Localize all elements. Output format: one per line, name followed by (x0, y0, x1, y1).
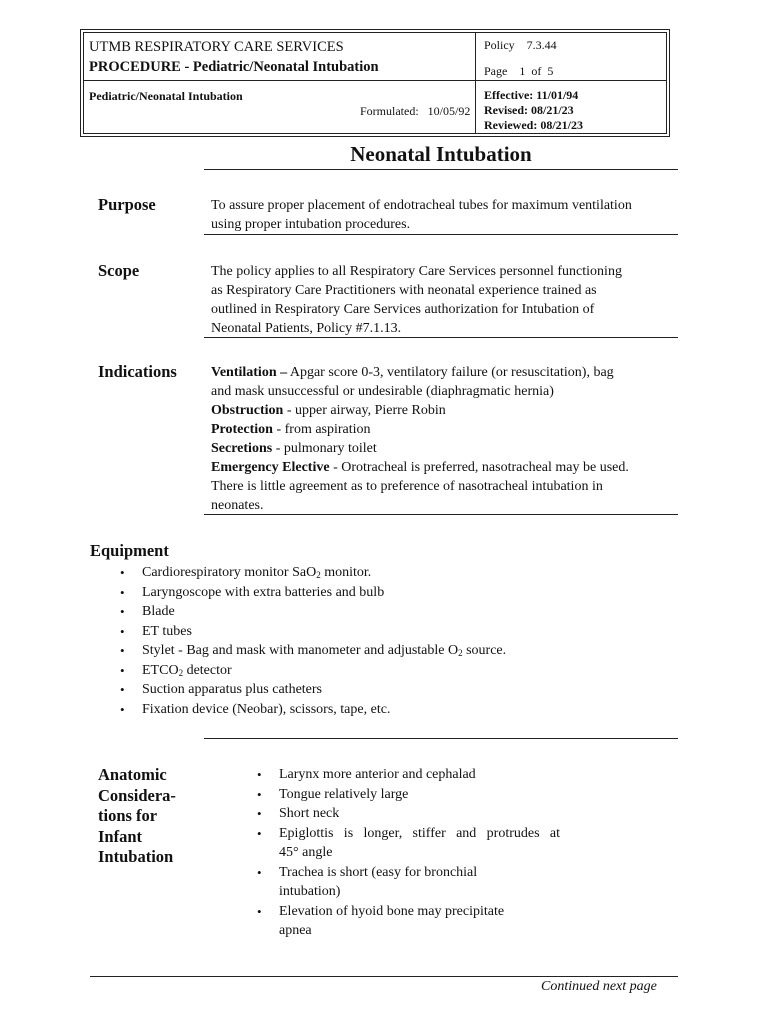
purpose-label: Purpose (98, 195, 156, 214)
equipment-list (118, 563, 638, 719)
header-subtitle: Pediatric/Neonatal Intubation (89, 89, 243, 103)
equipment-rule (204, 738, 678, 739)
list-item: • $ETCO_2$ detector (120, 662, 232, 678)
continued-note: Continued next page (541, 979, 657, 994)
list-item: • Epiglottis is longer, stiffer and protrudes at 45° angle (257, 825, 560, 860)
purpose-text: To assure proper placement of endotracheal tubes for maximum ventilation using proper intubation procedures. (211, 198, 632, 232)
anatomic-list (255, 765, 560, 941)
list-item: • Tongue relatively large (257, 786, 409, 802)
list-item: • Laryngoscope with extra batteries and bulb (120, 584, 385, 600)
list-item: • Suction apparatus plus catheters (120, 682, 323, 697)
scope-label: Scope (98, 261, 140, 280)
list-item: • Elevation of hyoid bone may precipitate apnea (257, 903, 505, 938)
policy-number: Policy 7.3.44 (484, 38, 557, 52)
footer-rule (90, 976, 678, 977)
page-indicator: Page 1 of 5 (484, 64, 554, 78)
list-item: • Cardiorespiratory monitor SaO$_2$ monitor. (120, 565, 372, 580)
header-divider-horizontal (83, 80, 667, 81)
effective-date: Effective: 11/01/94 (484, 88, 579, 102)
list-item: • Trachea is short (easy for bronchial intubation) (257, 864, 478, 899)
scope-text: The policy applies to all Respiratory Care Services personnel functioning as Respiratory Care Practitioners with neonatal experience trained as outlined in Respiratory Care Services authorization for Intubation of Neonatal Patients, Policy #7.1.13. (211, 264, 622, 336)
equipment-label: Equipment (90, 541, 169, 560)
page-title: Neonatal Intubation (350, 142, 532, 166)
list-item: • Fixation device (Neobar), scissors, tape, etc. (120, 701, 391, 717)
list-item: • Larynx more anterior and cephalad (257, 767, 476, 782)
indications-rule (204, 514, 678, 515)
list-item: • Stylet - Bag and mask with manometer and adjustable $O_2$ source. (120, 643, 507, 658)
purpose-rule (204, 234, 678, 235)
title-rule (204, 169, 678, 170)
formulated-date: Formulated: 10/05/92 (360, 104, 471, 118)
revised-date: Revised: 08/21/23 (484, 103, 574, 117)
header-divider-vertical (475, 32, 476, 134)
list-item: • ET tubes (120, 623, 192, 639)
org-name: UTMB RESPIRATORY CARE SERVICES (89, 39, 344, 55)
anatomic-label: Anatomic Considera- tions for Infant Intubation (98, 765, 176, 866)
list-item: • Short neck (257, 806, 340, 821)
list-item: • Blade (120, 604, 175, 619)
procedure-title: PROCEDURE - Pediatric/Neonatal Intubation (89, 59, 379, 75)
indications-label: Indications (98, 362, 177, 381)
scope-rule (204, 337, 678, 338)
indications-text: Ventilation – Apgar score 0-3, ventilatory failure (or resuscitation), bag and mask unsuccessful or undesirable (diaphragmatic hernia) Obstruction - upper airway, Pierre Robin Protection - from aspiration Secretions - pulmonary toilet Emergency Elective - Orotracheal is preferred, nasotracheal may be used. There is little agreement as to preference of nasotracheal intubation in neonates. (211, 365, 629, 513)
reviewed-date: Reviewed: 08/21/23 (484, 118, 583, 132)
